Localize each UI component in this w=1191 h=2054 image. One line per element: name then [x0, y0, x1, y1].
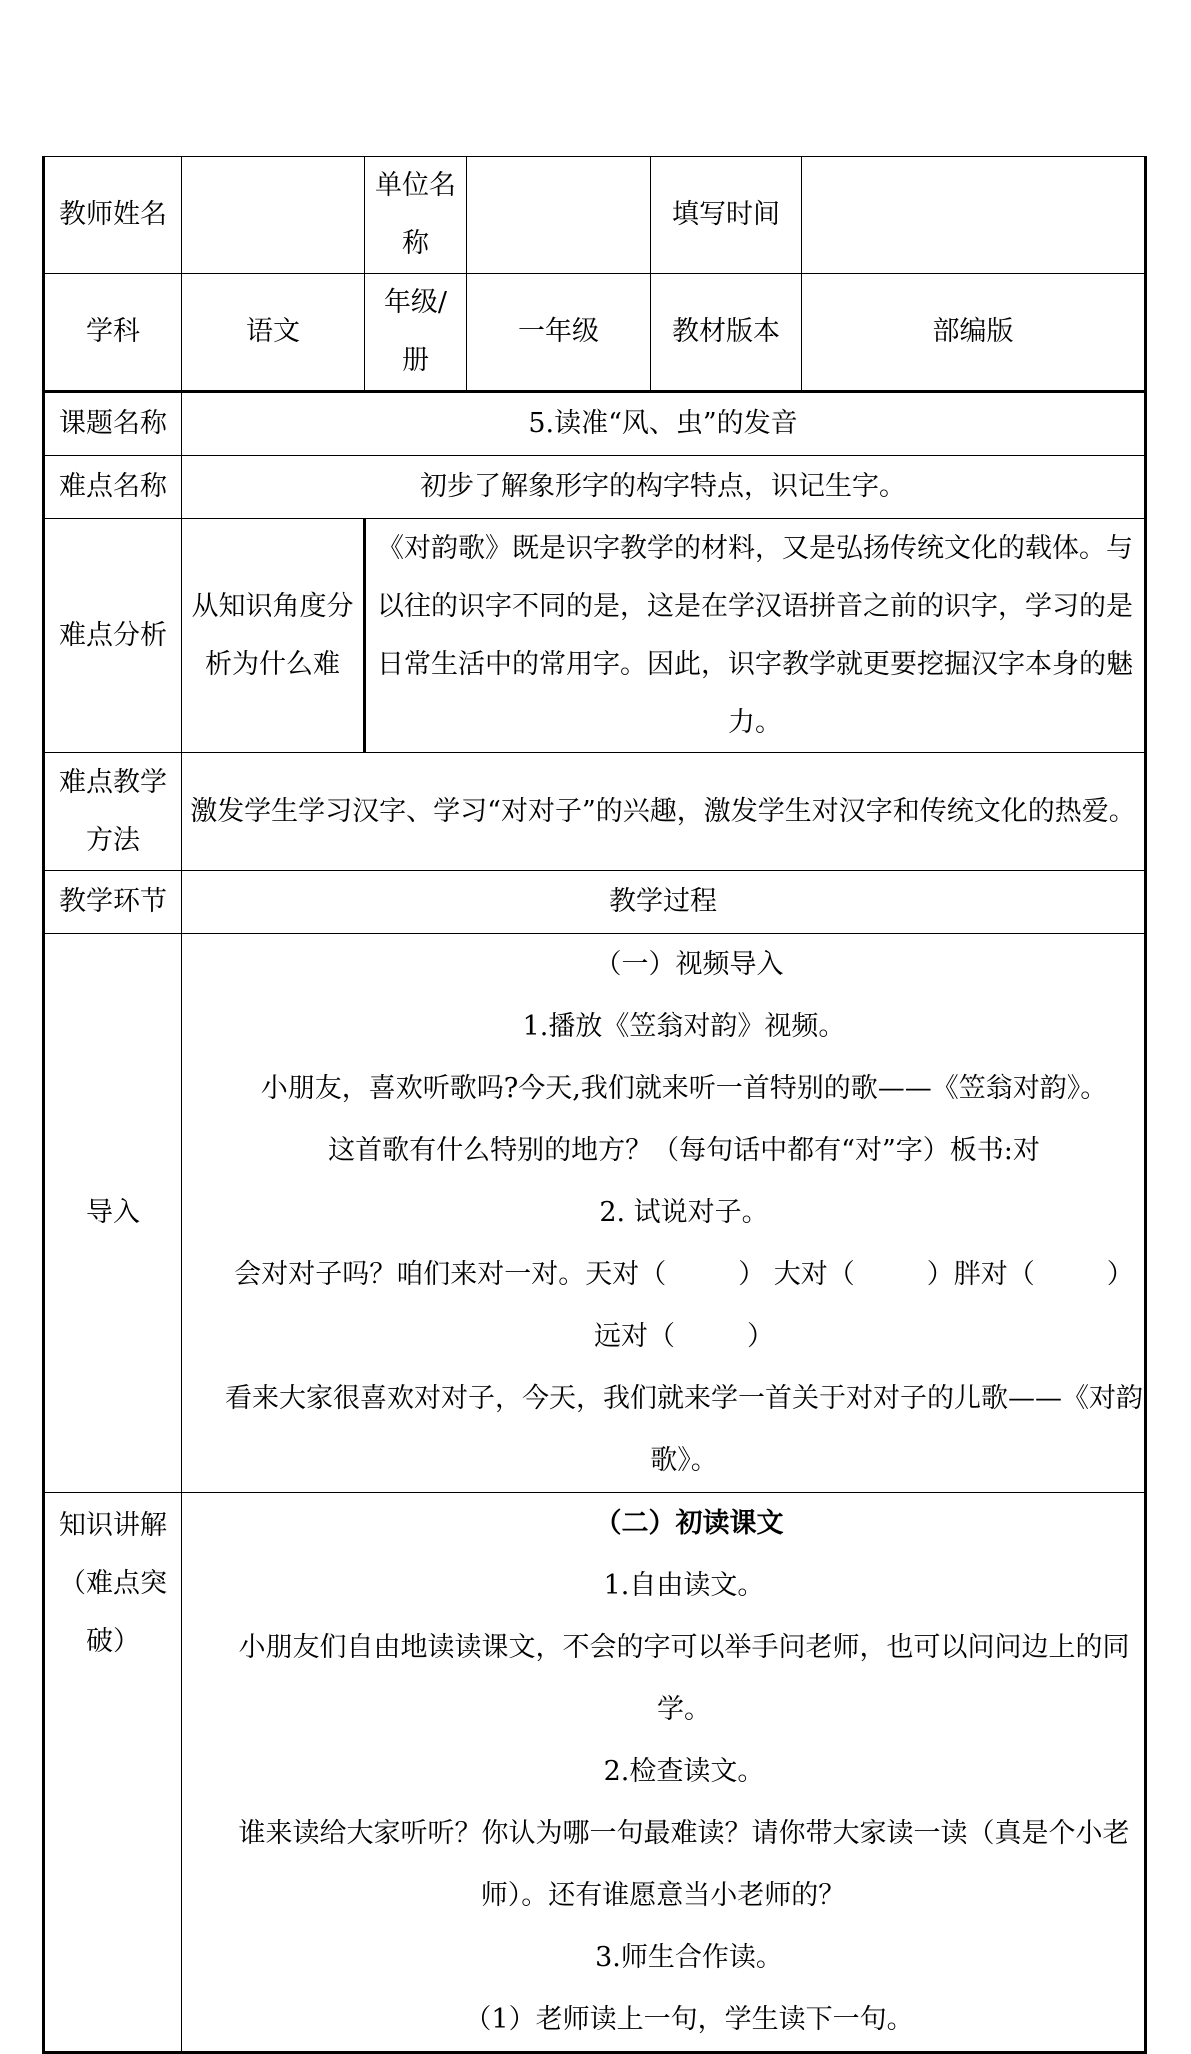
- process-label: 教学过程: [182, 871, 1146, 934]
- grade-value: 一年级: [467, 274, 651, 392]
- method-text: 激发学生学习汉字、学习“对对子”的兴趣，激发学生对汉字和传统文化的热爱。: [182, 753, 1146, 871]
- fill-time-label: 填写时间: [651, 157, 802, 274]
- grade-label: 年级/册: [365, 274, 467, 392]
- knowledge-label: 知识讲解（难点突破）: [44, 1493, 182, 2053]
- intro-line: 2. 试说对子。: [599, 1197, 769, 1228]
- lesson-title-label: 课题名称: [44, 392, 182, 456]
- header-row-2: [44, 274, 1146, 392]
- lesson-plan-document: [42, 156, 1144, 2054]
- method-label: 难点教学方法: [44, 753, 182, 871]
- difficulty-value: 初步了解象形字的构字特点，识记生字。: [182, 456, 1146, 519]
- teacher-name-value: [182, 157, 365, 274]
- knowledge-line: 小朋友们自由地读读课文，不会的字可以举手问老师，也可以问问边上的同学。: [238, 1632, 1130, 1725]
- header-row-1: [44, 157, 1146, 274]
- subject-value: 语文: [182, 274, 365, 392]
- intro-couplet-line: 会对对子吗？咱们来对一对。天对（ ） 大对（ ）胖对（ ） 远对（ ）: [234, 1259, 1134, 1352]
- fill-time-value: [802, 157, 1146, 274]
- intro-label: 导入: [44, 934, 182, 1493]
- knowledge-line: （1）老师读上一句，学生读下一句。: [464, 2004, 914, 2035]
- textbook-value: 部编版: [802, 274, 1146, 392]
- intro-heading: （一）视频导入: [594, 949, 784, 980]
- knowledge-line: 1.自由读文。: [603, 1570, 765, 1601]
- knowledge-content: [182, 1493, 1146, 2053]
- unit-name-label: 单位名称: [365, 157, 467, 274]
- analysis-text: 《对韵歌》既是识字教学的材料，又是弘扬传统文化的载体。与以往的识字不同的是，这是在学汉语拼音之前的识字，学习的是日常生活中的常用字。因此，识字教学就更要挖掘汉字本身的魅力。: [365, 519, 1146, 753]
- intro-row: [44, 934, 1146, 1493]
- analysis-row: [44, 519, 1146, 753]
- knowledge-line: 谁来读给大家听听？你认为哪一句最难读？请你带大家读一读（真是个小老师）。还有谁愿意当小老师的？: [238, 1818, 1130, 1911]
- textbook-label: 教材版本: [651, 274, 802, 392]
- intro-line: 小朋友，喜欢听歌吗?今天,我们就来听一首特别的歌——《笠翁对韵》。: [260, 1073, 1108, 1104]
- stage-header-row: [44, 871, 1146, 934]
- knowledge-row: [44, 1493, 1146, 2053]
- difficulty-label: 难点名称: [44, 456, 182, 519]
- intro-line: 这首歌有什么特别的地方？（每句话中都有“对”字）板书:对: [328, 1135, 1040, 1166]
- method-row: [44, 753, 1146, 871]
- analysis-sublabel: 从知识角度分析为什么难: [182, 519, 365, 753]
- subject-label: 学科: [44, 274, 182, 392]
- intro-line: 看来大家很喜欢对对子，今天，我们就来学一首关于对对子的儿歌——《对韵歌》。: [225, 1383, 1143, 1476]
- difficulty-row: [44, 456, 1146, 519]
- stage-label: 教学环节: [44, 871, 182, 934]
- lesson-title-value: 5.读准“风、虫”的发音: [182, 392, 1146, 456]
- knowledge-line: 2.检查读文。: [603, 1756, 765, 1787]
- lesson-title-row: [44, 392, 1146, 456]
- analysis-label: 难点分析: [44, 519, 182, 753]
- intro-content: [182, 934, 1146, 1493]
- knowledge-line: 3.师生合作读。: [595, 1942, 783, 1973]
- teacher-name-label: 教师姓名: [44, 157, 182, 274]
- unit-name-value: [467, 157, 651, 274]
- lesson-plan-table: [42, 156, 1147, 2054]
- knowledge-heading: （二）初读课文: [594, 1508, 784, 1539]
- intro-line: 1.播放《笠翁对韵》视频。: [522, 1011, 846, 1042]
